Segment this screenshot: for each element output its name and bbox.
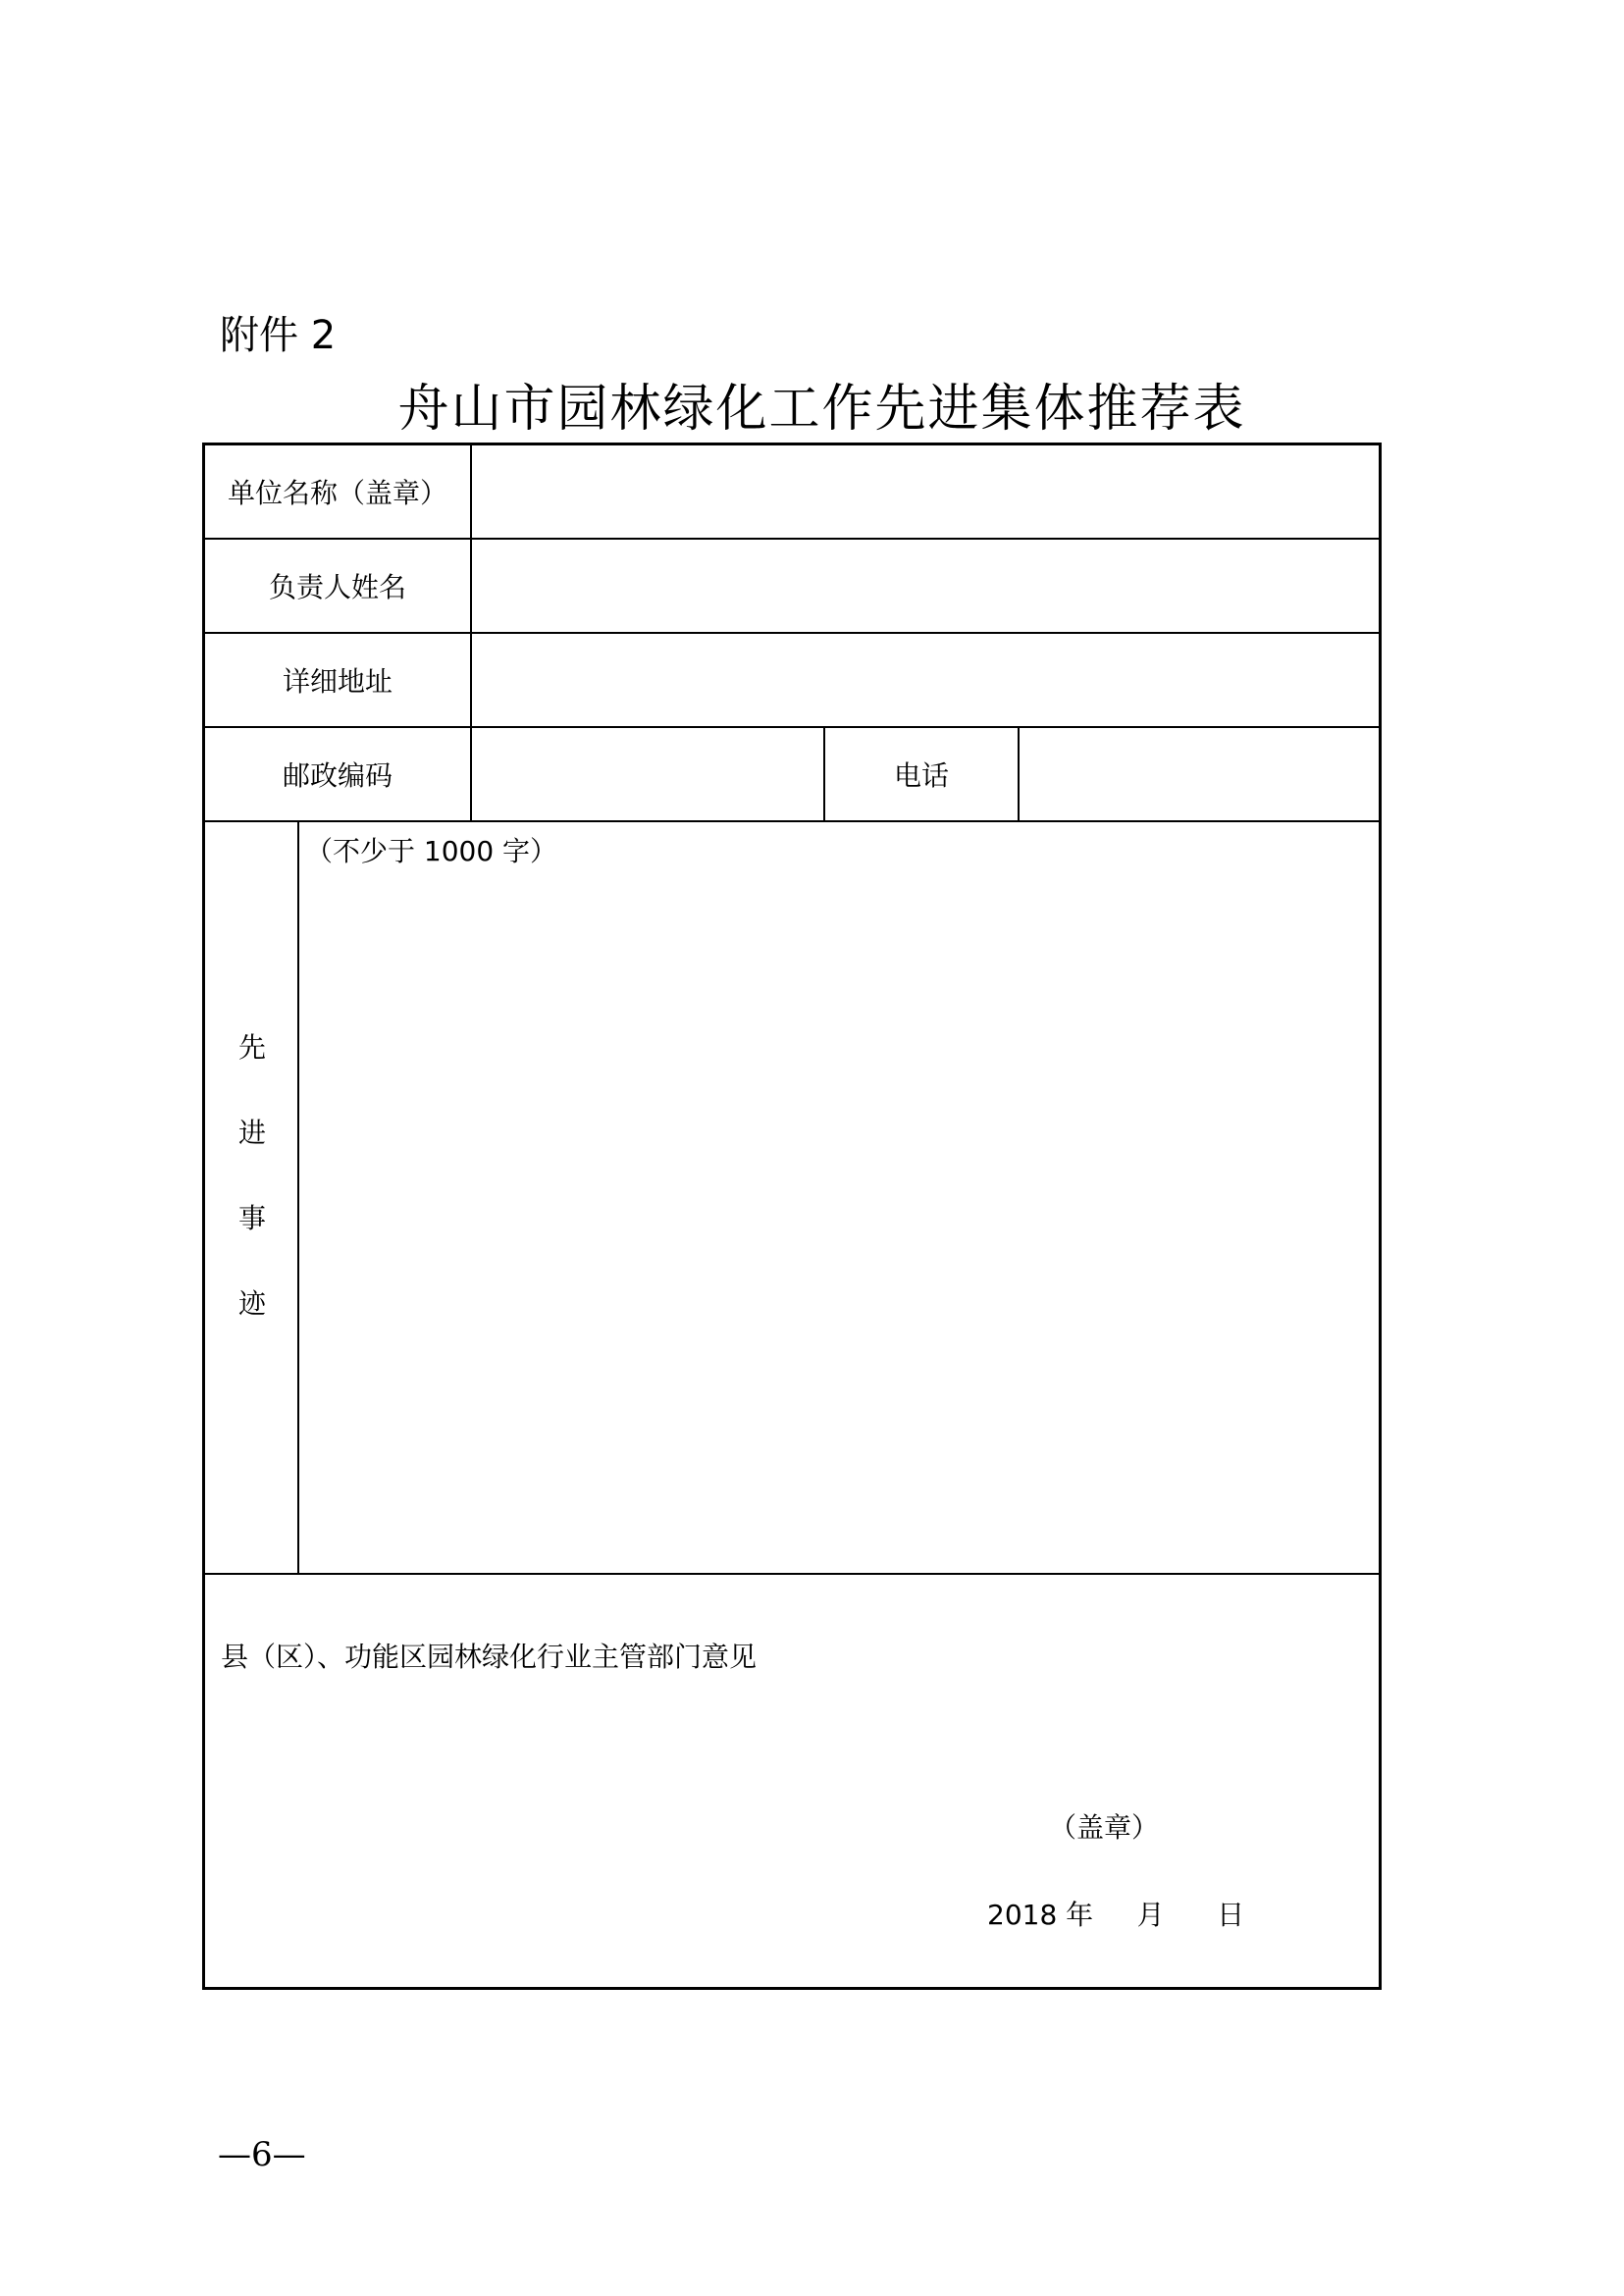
unit-name-label: 单位名称（盖章） bbox=[227, 477, 447, 509]
leader-name-label: 负责人姓名 bbox=[268, 571, 406, 603]
deeds-label bbox=[205, 822, 299, 1573]
phone-label: 电话 bbox=[893, 759, 949, 792]
deeds-hint: （不少于 1000 字） bbox=[305, 835, 558, 867]
recommendation-form bbox=[202, 443, 1382, 1990]
row-divider bbox=[205, 1573, 1379, 1575]
address-label: 详细地址 bbox=[282, 665, 393, 698]
postcode-label: 邮政编码 bbox=[282, 759, 393, 792]
page-number: —6— bbox=[218, 2135, 306, 2174]
deeds-label-char: 先 bbox=[237, 1031, 266, 1064]
unit-name-field[interactable] bbox=[472, 445, 1379, 538]
row-divider bbox=[205, 820, 1379, 822]
deeds-field[interactable] bbox=[299, 867, 1379, 1572]
deeds-label-char: 事 bbox=[237, 1202, 266, 1234]
leader-name-field[interactable] bbox=[472, 540, 1379, 632]
address-field[interactable] bbox=[472, 634, 1379, 726]
document-title: 舟山市园林绿化工作先进集体推荐表 bbox=[397, 380, 1246, 439]
opinion-label: 县（区）、功能区园林绿化行业主管部门意见 bbox=[221, 1641, 758, 1673]
deeds-label-char: 迹 bbox=[237, 1287, 266, 1320]
phone-field[interactable] bbox=[1020, 728, 1379, 820]
seal-label: （盖章） bbox=[1049, 1811, 1160, 1844]
deeds-label-char: 进 bbox=[237, 1117, 266, 1149]
postcode-field[interactable] bbox=[472, 728, 823, 820]
date-line: 2018 年 月 日 bbox=[987, 1899, 1245, 1931]
attachment-label: 附件 2 bbox=[220, 313, 337, 358]
